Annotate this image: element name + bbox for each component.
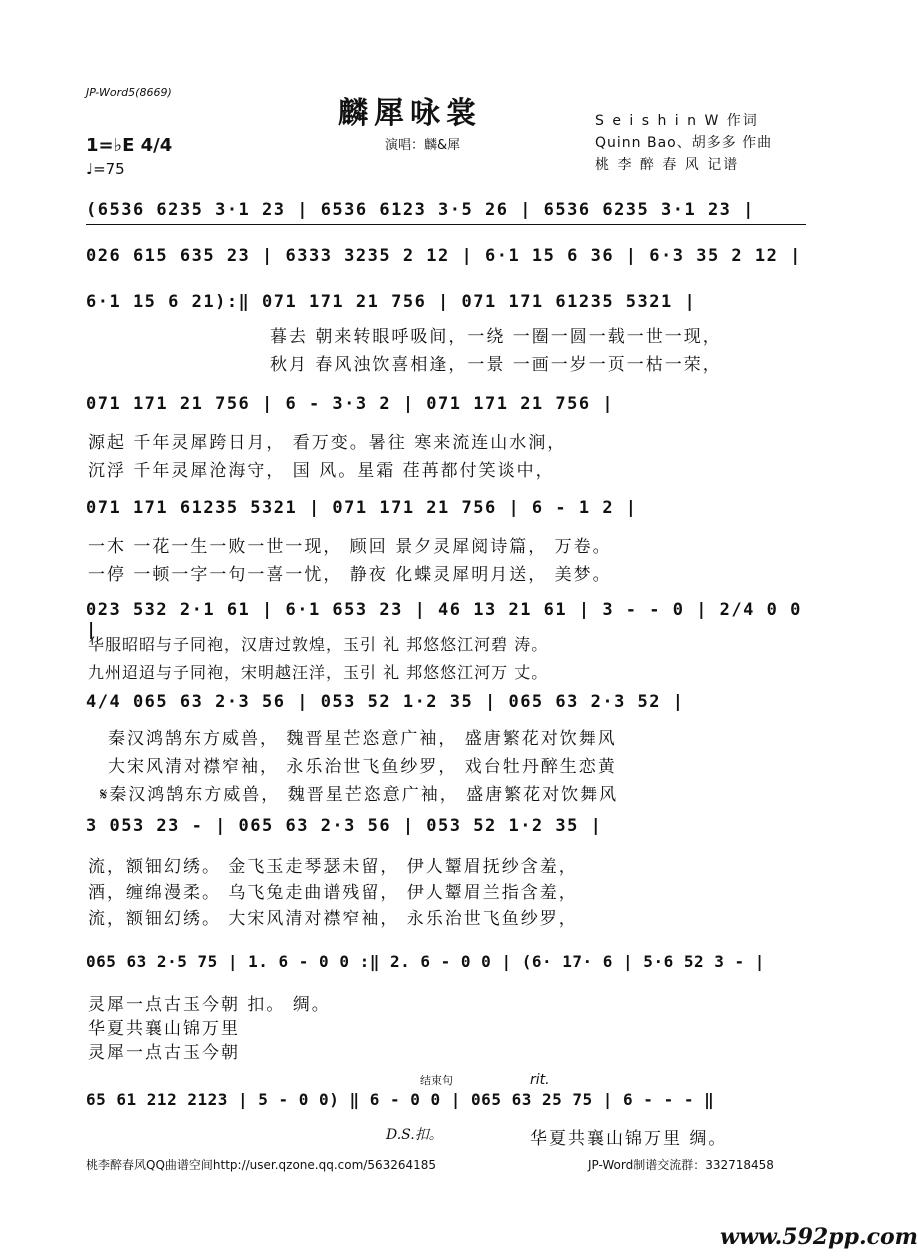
ending-phrase-label: 结束句 <box>420 1074 453 1087</box>
composer-credit: Quinn Bao、胡多多 作曲 <box>595 135 773 151</box>
notation-system-10: 65 61 212 2123 | 5 - 0 0) ‖ 6 - 0 0 | 065 63 25 75 | 6 - - - ‖ <box>86 1090 715 1109</box>
page-title: 麟犀咏裳 <box>338 96 482 131</box>
site-watermark: www.592pp.com <box>720 1224 918 1250</box>
software-label: JP-Word5(8669) <box>86 86 172 99</box>
lyric-line: 暮去 朝来转眼呼吸间，一绕 一圈一圆一载一世一现， <box>270 327 722 347</box>
notation-system-1: (6536 6235 3·1 23 | 6536 6123 3·5 26 | 6536 6235 3·1 23 | <box>86 200 755 220</box>
lyric-line: 灵犀一点古玉今朝 <box>88 1043 240 1063</box>
lyric-line: 华服昭昭与子同袍，汉唐过敦煌，玉引 礼 邦悠悠江河碧 涛。 <box>88 635 549 654</box>
lyric-line: 九州迢迢与子同袍，宋明越汪洋，玉引 礼 邦悠悠江河万 丈。 <box>88 663 549 682</box>
transcriber-credit: 桃 李 醉 春 风 记谱 <box>595 157 740 173</box>
ritardando-mark: rit. <box>530 1072 550 1088</box>
singer-credit: 演唱：麟&犀 <box>385 138 461 153</box>
lyric-line: 𝄋秦汉鸿鹄东方威兽， 魏晋星芒恣意广袖， 盛唐繁花对饮舞风 <box>100 785 619 805</box>
dal-segno-mark: D.S.扣。 <box>386 1127 443 1143</box>
lyric-line: 秦汉鸿鹄东方威兽， 魏晋星芒恣意广袖， 盛唐繁花对饮舞风 <box>108 729 617 749</box>
lyric-line: 源起 千年灵犀跨日月， 看万变。暑往 寒来流连山水涧， <box>88 433 567 453</box>
lyric-line: 一停 一顿一字一句一喜一忧， 静夜 化蝶灵犀明月送， 美梦。 <box>88 565 612 585</box>
notation-system-7: 4/4 065 63 2·3 56 | 053 52 1·2 35 | 065 63 2·3 52 | <box>86 692 685 712</box>
lyric-line: 流，额钿幻绣。 金飞玉走琴瑟未留， 伊人颦眉抚纱含羞， <box>88 857 578 877</box>
lyric-line: 流，额钿幻绣。 大宋风清对襟窄袖， 永乐治世飞鱼纱罗， <box>88 909 578 929</box>
footer-left-text: 桃李醉春风QQ曲谱空间http://user.qzone.qq.com/563264185 <box>86 1158 437 1172</box>
lyric-line: 华夏共襄山锦万里 <box>88 1019 240 1039</box>
notation-system-4: 071 171 21 756 | 6 - 3·3 2 | 071 171 21 756 | <box>86 394 615 414</box>
tempo-mark: ♩=75 <box>86 160 125 178</box>
lyric-line: 酒，缠绵漫柔。 乌飞兔走曲谱残留， 伊人颦眉兰指含羞， <box>88 883 578 903</box>
footer-right-text: JP-Word制谱交流群：332718458 <box>588 1158 774 1172</box>
lyric-line: 华夏共襄山锦万里 绸。 <box>530 1129 728 1149</box>
notation-system-3: 6·1 15 6 21):‖ 071 171 21 756 | 071 171 61235 5321 | <box>86 292 697 312</box>
lyric-line: 灵犀一点古玉今朝 扣。 绸。 <box>88 995 331 1015</box>
key-signature: 1=♭E 4/4 <box>86 135 173 156</box>
lyric-line: 大宋风清对襟窄袖， 永乐治世飞鱼纱罗， 戏台牡丹醉生恋黄 <box>108 757 617 777</box>
notation-system-8: 3 053 23 - | 065 63 2·3 56 | 053 52 1·2 35 | <box>86 816 603 836</box>
lyricist-credit: S e i s h i n W 作词 <box>595 113 759 129</box>
lyric-line: 秋月 春风浊饮喜相逢，一景 一画一岁一页一枯一荣， <box>270 355 722 375</box>
lyric-line: 沉浮 千年灵犀沧海守， 国 风。星霜 荏苒都付笑谈中， <box>88 461 555 481</box>
lyric-line: 一木 一花一生一败一世一现， 顾回 景夕灵犀阅诗篇， 万卷。 <box>88 537 612 557</box>
notation-system-5: 071 171 61235 5321 | 071 171 21 756 | 6 - 1 2 | <box>86 498 638 518</box>
notation-system-2: 026 615 635 23 | 6333 3235 2 12 | 6·1 15 6 36 | 6·3 35 2 12 | <box>86 246 802 266</box>
notation-system-9: 065 63 2·5 75 | 1. 6 - 0 0 :‖ 2. 6 - 0 0 | (6· 17· 6 | 5·6 52 3 - | <box>86 952 765 971</box>
notation-system-6: 023 532 2·1 61 | 6·1 653 23 | 46 13 21 61 | 3 - - 0 | 2/4 0 0 | <box>86 600 802 640</box>
system-divider <box>86 224 806 225</box>
